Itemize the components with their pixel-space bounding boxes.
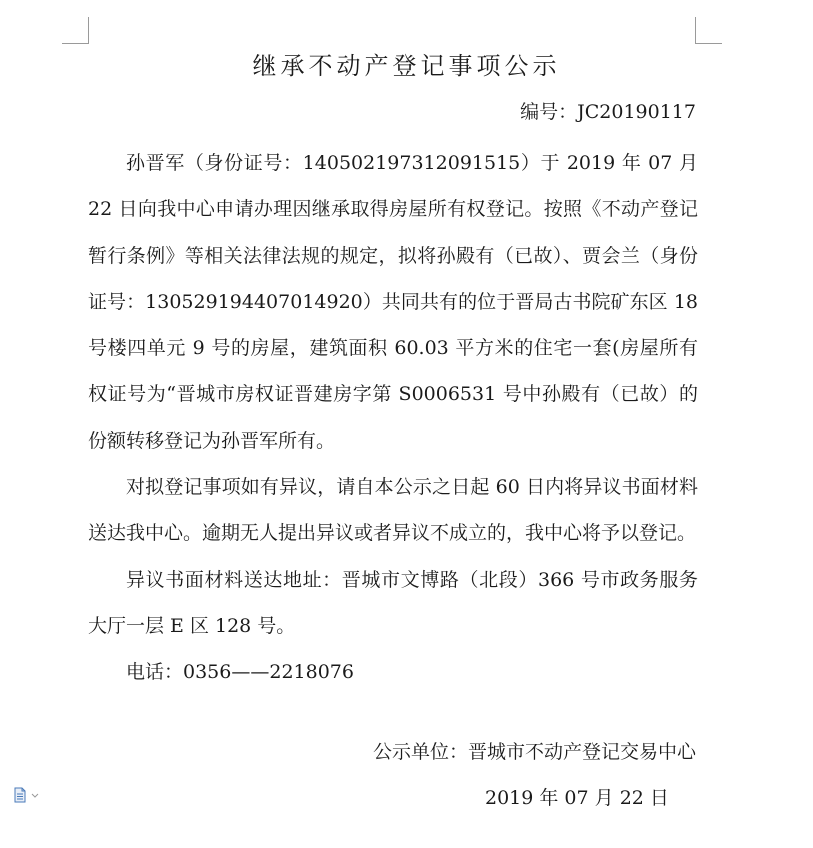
document-body xyxy=(88,140,698,696)
document-icon-graphic xyxy=(14,787,40,803)
paragraph-address: 异议书面材料送达地址：晋城市文博路（北段）366 号市政务服务大厅一层 E 区 128 号。 xyxy=(88,568,698,637)
document-number: 编号：JC20190117 xyxy=(520,101,696,123)
document-icon[interactable] xyxy=(14,787,40,803)
issue-date: 2019 年 07 月 22 日 xyxy=(485,787,669,809)
paragraph-phone: 电话：0356——2218076 xyxy=(126,661,354,684)
paragraph-objection: 对拟登记事项如有异议，请自本公示之日起 60 日内将异议书面材料送达我中心。逾期无人提出异议或者异议不成立的，我中心将予以登记。 xyxy=(88,476,698,545)
crop-mark-top-right xyxy=(695,17,722,44)
document-title: 继承不动产登记事项公示 xyxy=(252,52,561,80)
crop-mark-top-left xyxy=(62,17,89,44)
paragraph-main: 孙晋军（身份证号：140502197312091515）于 2019 年 07 月 22 日向我中心申请办理因继承取得房屋所有权登记。按照《不动产登记暂行条例》等相关法律法规的规定，拟将孙殿有（已故）、贾会兰（身份证号：130529194407014920）共同共有的位于晋局古书院矿东区 18 号楼四单元 9 号的房屋，建筑面积 60.03 平方米的住宅一套(房屋所有权证号为“晋城市房权证晋建房字第 S0006531 号中孙殿有（已故）的份额转移登记为孙晋军所有。 xyxy=(88,152,698,452)
issuer-line: 公示单位：晋城市不动产登记交易中心 xyxy=(372,741,696,763)
